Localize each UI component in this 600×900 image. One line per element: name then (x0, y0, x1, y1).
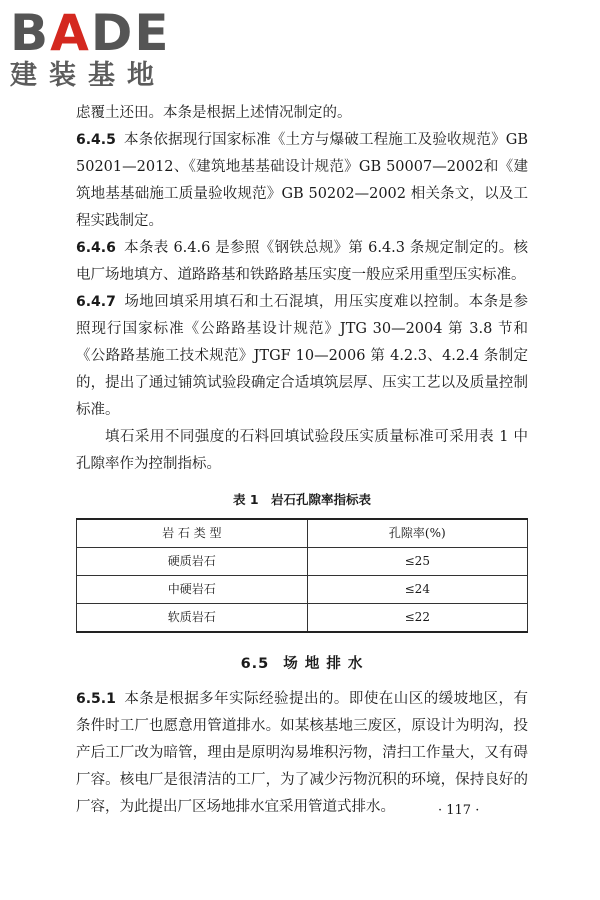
section-heading (76, 651, 528, 678)
clause-6-4-7 (76, 289, 528, 424)
table-header-row (77, 519, 528, 548)
clause-text: 本条是根据多年实际经验提出的。即使在山区的缓坡地区，有条件时工厂也愿意用管道排水。如某核基地三废区，原设计为明沟，投产后工厂改为暗管，理由是原明沟易堆积污物，清扫工作量大，又有碍厂容。核电厂是很清洁的工厂，为了减少污物沉积的环境，保持良好的厂容，为此提出厂区场地排水宜采用管道式排水。 (76, 691, 528, 815)
clause-6-5-1 (76, 686, 528, 821)
table-cell-porosity: ≤22 (307, 604, 527, 633)
table-cell-porosity: ≤25 (307, 548, 527, 576)
brand-logo (10, 4, 180, 92)
section-number: 6.5 (240, 656, 270, 672)
clause-number: 6.4.6 (76, 240, 116, 256)
clause-6-4-5 (76, 127, 528, 235)
paragraph-continued: 虑覆土还田。本条是根据上述情况制定的。 (76, 105, 352, 121)
table-cell-rock-type: 中硬岩石 (77, 576, 308, 604)
rock-porosity-table (76, 518, 528, 633)
table-cell-rock-type: 软质岩石 (77, 604, 308, 633)
clause-number: 6.4.7 (76, 294, 116, 310)
table-header-porosity: 孔隙率(%) (307, 519, 527, 548)
table-cell-rock-type: 硬质岩石 (77, 548, 308, 576)
page-body (76, 100, 528, 821)
page-number: · 117 · (438, 803, 480, 818)
table-row (77, 548, 528, 576)
clause-6-4-6 (76, 235, 528, 289)
brand-logo-wordmark: BADE (10, 4, 171, 62)
clause-number: 6.4.5 (76, 132, 116, 148)
clause-text: 本条依据现行国家标准《土方与爆破工程施工及验收规范》GB 50201—2012、《建筑地基基础设计规范》GB 50007—2002和《建筑地基基础施工质量验收规范》GB 50202—2002 相关条文，以及工程实践制定。 (76, 132, 528, 229)
table-row (77, 604, 528, 633)
table-cell-porosity: ≤24 (307, 576, 527, 604)
clause-text: 本条表 6.4.6 是参照《钢铁总规》第 6.4.3 条规定制定的。核电厂场地填方、道路路基和铁路路基压实度一般应采用重型压实标准。 (76, 240, 528, 283)
section-title-text: 场 地 排 水 (283, 656, 364, 672)
table-title: 表 1 岩石孔隙率指标表 (232, 492, 372, 507)
table-row (77, 576, 528, 604)
clause-text: 场地回填采用填石和土石混填，用压实度难以控制。本条是参照现行国家标准《公路路基设计规范》JTG 30—2004 第 3.8 节和《公路路基施工技术规范》JTGF 10—2006 第 4.2.3、4.2.4 条制定的，提出了通过铺筑试验段确定合适填筑层厚、压实工艺以及质量控制标准。 (76, 294, 528, 418)
clause-number: 6.5.1 (76, 691, 116, 707)
brand-logo-subtitle: 建装基地 (10, 60, 166, 91)
table-header-rock-type: 岩 石 类 型 (77, 519, 308, 548)
paragraph-fill-stone: 填石采用不同强度的石料回填试验段压实质量标准可采用表 1 中孔隙率作为控制指标。 (76, 429, 528, 472)
